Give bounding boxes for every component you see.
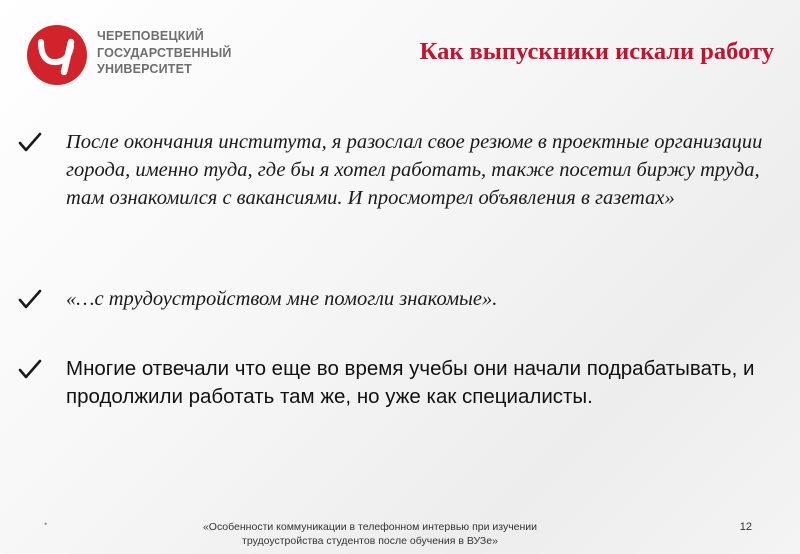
checkmark-icon — [18, 289, 42, 309]
footer-caption-line-2: трудоустройства студентов после обучения в ВУЗе» — [242, 535, 498, 547]
university-name-line-2: ГОСУДАРСТВЕННЫЙ — [97, 45, 232, 60]
footer-bullet: • — [44, 519, 48, 529]
university-logo — [26, 24, 326, 86]
bullet-text-1: После окончания института, я разослал свое резюме в проектные организации города, именно туда, где бы я хотел работать, также посетил биржу труда, там ознакомился с вакансиями. И просмотрел объявления в газетах» — [66, 131, 763, 209]
slide-title: Как выпускники искали работу — [419, 38, 774, 65]
bullet-text-2: «…с трудоустройством мне помогли знакомые». — [66, 288, 498, 310]
university-name-line-3: УНИВЕРСИТЕТ — [97, 62, 192, 76]
footer-caption — [150, 520, 590, 548]
bullet-text-3: Многие отвечали что еще во время учебы они начали подрабатывать, и продолжили работать там же, но уже как специалисты. — [66, 357, 755, 408]
university-emblem-icon — [26, 24, 88, 86]
university-name-line-1: ЧЕРЕПОВЕЦКИЙ — [97, 29, 204, 43]
checkmark-icon — [18, 132, 42, 152]
checkmark-icon — [18, 359, 42, 379]
page-number: 12 — [739, 521, 752, 533]
footer-caption-line-1: «Особенности коммуникации в телефонном интервью при изучении — [202, 521, 538, 533]
university-name — [97, 28, 232, 78]
